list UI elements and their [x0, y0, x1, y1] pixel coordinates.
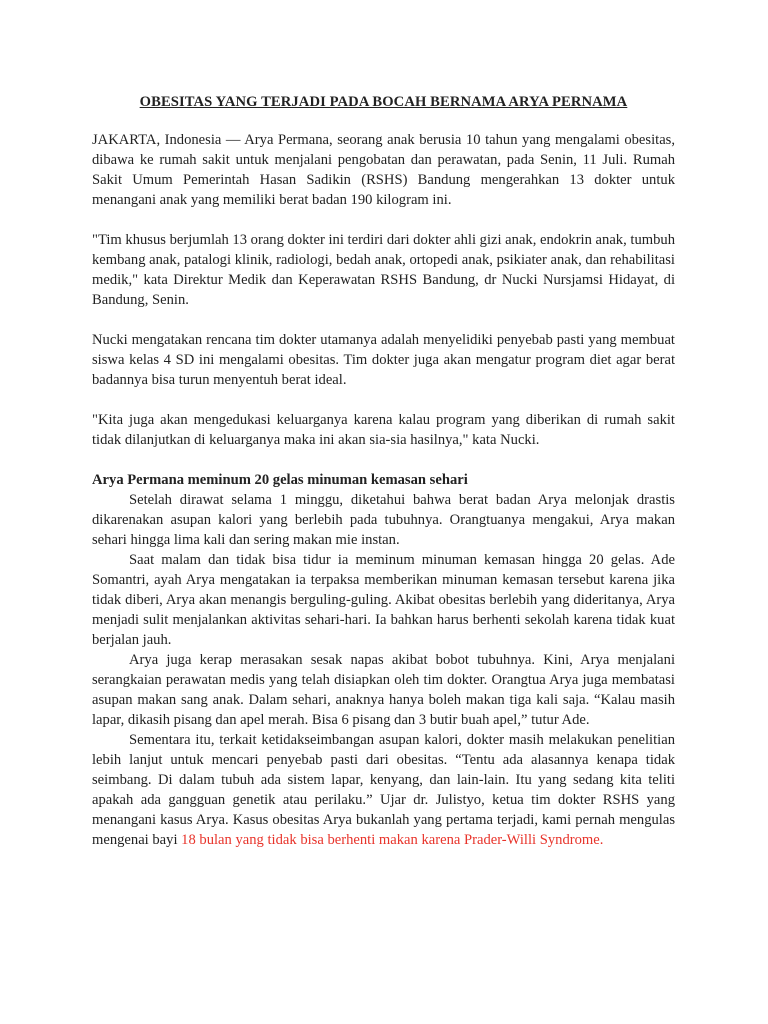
paragraph-intro: JAKARTA, Indonesia — Arya Permana, seorang anak berusia 10 tahun yang mengalami obesitas, dibawa ke rumah sakit untuk menjalani pengobatan dan perawatan, pada Senin, 11 Juli. Rumah Sakit Umum Pemerintah Hasan Sadikin (RSHS) Bandung mengerahkan 13 dokter untuk menangani anak yang memiliki berat badan 190 kilogram ini.	[92, 132, 675, 208]
related-article-link[interactable]: 18 bulan yang tidak bisa berhenti makan karena Prader-Willi Syndrome.	[181, 832, 604, 848]
section-paragraph-last	[92, 730, 675, 850]
article-title: OBESITAS YANG TERJADI PADA BOCAH BERNAMA ARYA PERNAMA	[139, 94, 628, 110]
article	[92, 92, 675, 850]
section-paragraph: Setelah dirawat selama 1 minggu, diketahui bahwa berat badan Arya melonjak drastis dikarenakan asupan kalori yang berlebih pada tubuhnya. Orangtuanya mengakui, Arya makan sehari hingga lima kali dan sering makan mie instan.	[92, 492, 675, 548]
paragraph-plan: Nucki mengatakan rencana tim dokter utamanya adalah menyelidiki penyebab pasti yang membuat siswa kelas 4 SD ini mengalami obesitas. Tim dokter juga akan mengatur program diet agar berat badannya bisa turun menyentuh berat ideal.	[92, 332, 675, 388]
section-paragraph-last-text: Sementara itu, terkait ketidakseimbangan asupan kalori, dokter masih melakukan penelitian lebih lanjut untuk mencari penyebab pasti dari obesitas. “Tentu ada alasannya kenapa tidak seimbang. Di dalam tubuh ada sistem lapar, kenyang, dan lain-lain. Itu yang sedang kita teliti apakah ada gangguan genetik atau perilaku.” Ujar dr. Julistyo, ketua tim dokter RSHS yang menangani kasus Arya. Kasus obesitas Arya bukanlah yang pertama terjadi, kami pernah mengulas mengenai bayi	[92, 732, 675, 848]
paragraph-education-quote: "Kita juga akan mengedukasi keluarganya karena kalau program yang diberikan di rumah sakit tidak dilanjutkan di keluarganya maka ini akan sia-sia hasilnya," kata Nucki.	[92, 412, 675, 448]
paragraph-team-quote: "Tim khusus berjumlah 13 orang dokter ini terdiri dari dokter ahli gizi anak, endokrin anak, tumbuh kembang anak, patalogi klinik, radiologi, bedah anak, ortopedi anak, psikiater anak, dan rehabilitasi medik," kata Direktur Medik dan Keperawatan RSHS Bandung, dr Nucki Nursjamsi Hidayat, di Bandung, Senin.	[92, 232, 675, 308]
section-paragraph: Arya juga kerap merasakan sesak napas akibat bobot tubuhnya. Kini, Arya menjalani serangkaian perawatan medis yang telah disiapkan oleh tim dokter. Orangtua Arya juga membatasi asupan makan sang anak. Dalam sehari, anaknya hanya boleh makan tiga kali saja. “Kalau masih lapar, dikasih pisang dan apel merah. Bisa 6 pisang dan 3 butir buah apel,” tutur Ade.	[92, 652, 675, 728]
section-paragraph: Saat malam dan tidak bisa tidur ia meminum minuman kemasan hingga 20 gelas. Ade Somantri, ayah Arya mengatakan ia terpaksa memberikan minuman kemasan tersebut karena jika tidak diberi, Arya akan menangis berguling-guling. Akibat obesitas berlebih yang dideritanya, Arya menjadi sulit menjalankan aktivitas sehari-hari. Ia bahkan harus berhenti sekolah karena tidak kuat berjalan jauh.	[92, 552, 675, 648]
section-heading: Arya Permana meminum 20 gelas minuman kemasan sehari	[92, 472, 468, 488]
